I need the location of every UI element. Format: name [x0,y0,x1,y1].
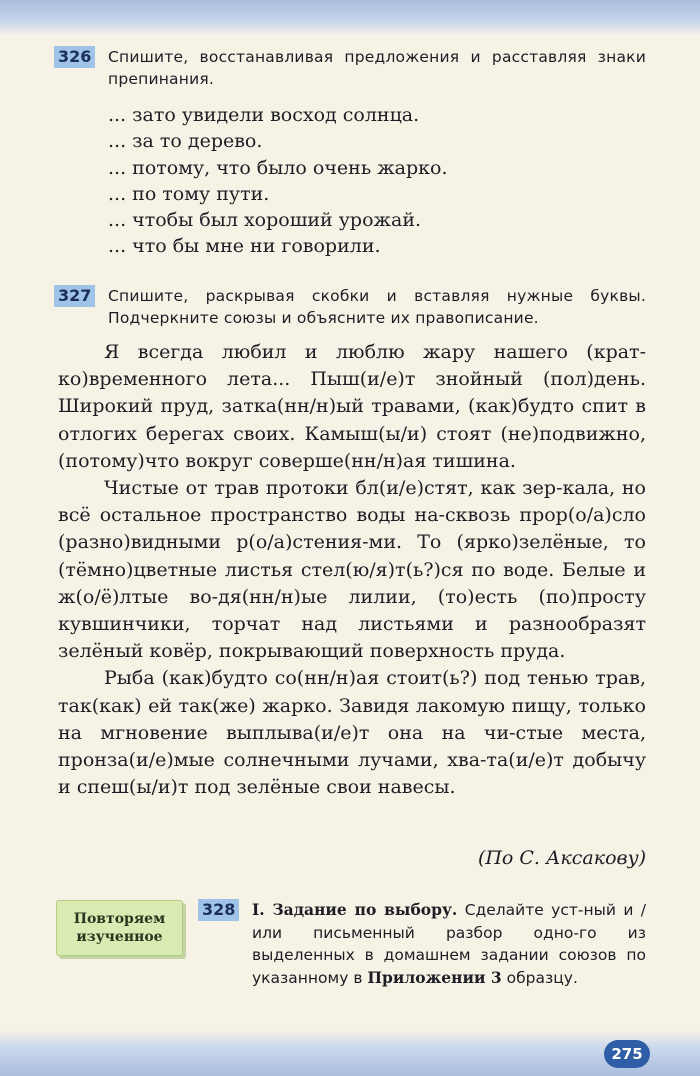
top-decorative-band [0,0,700,36]
fragment-line: ... что бы мне ни говорили. [108,235,381,258]
review-box [56,900,183,956]
part-label: I. Задание по выбору. [252,900,458,919]
fragment-line: ... за то дерево. [108,130,263,153]
page-number-badge: 275 [604,1040,650,1068]
review-box-line2: изученное [76,929,163,945]
text-paragraph-3: Рыба (как)будто со(нн/н)ая стоит(ь?) под тенью трав, так(как) ей так(же) жарко. Завидя лакомую пищу, только на мгновение выплыва(и/е)т она на чи-стые места, пронза(и/е)мые солнечными лучами, хва-та(и/е)т добычу и спеш(ы/и)т под зелёные свои навесы. [58,667,646,799]
exercise-327-task: Спишите, раскрывая скобки и вставляя нужные буквы. Подчеркните союзы и объясните их правописание. [108,287,646,327]
task-end: образцу. [506,968,578,987]
fragment-line: ... зато увидели восход солнца. [108,104,420,126]
fragment-line: ... потому, что было очень жарко. [108,156,448,179]
fragment-line: ... по тому пути. [108,182,270,205]
exercise-number-327: 327 [54,285,95,307]
text-paragraph-1: Я всегда любил и люблю жару нашего (крат-ко)временного лета... Пыш(и/е)т знойный (пол)день. Широкий пруд, затка(нн/н)ый травами, (как)будто спит в отлогих берегах своих. Камыш(ы/и) стоят (не)подвижно, (потому)что вокруг соверше(нн/н)ая тишина. [58,341,646,472]
appendix-reference: Приложении 3 [367,967,502,987]
author-attribution: (По С. Аксакову) [477,847,646,869]
task-text: Сделайте уст-ный и / или письменный разбор одно-го из выделенных в домашнем задании союзов по указанному в [252,901,646,987]
exercise-327-text [58,339,646,801]
text-paragraph-2: Чистые от трав протоки бл(и/е)стят, как зер-кала, но всё остальное пространство воды на-сквозь прор(о/а)сло (разно)видными р(о/а)стения-ми. То (ярко)зелёные, то (тёмно)цветные листья стел(ю/я)т(ь?)ся по воде. Белые и ж(о/ё)лтые во-дя(нн/н)ые лилии, (то)есть (по)просту кувшинчики, торчат над листьями и разнообразят зелёный ковёр, покрывающий поверхность пруда. [58,477,646,663]
bottom-decorative-band [0,1030,700,1076]
exercise-326-task: Спишите, восстанавливая предложения и расставляя знаки препинания. [108,48,646,88]
exercise-328-task [252,899,646,989]
fragment-line: ... чтобы был хороший урожай. [108,209,422,232]
review-box-line1: Повторяем [73,911,166,927]
exercise-number-326: 326 [54,46,95,68]
exercise-326-fragments [108,102,448,260]
exercise-number-328: 328 [198,899,239,921]
